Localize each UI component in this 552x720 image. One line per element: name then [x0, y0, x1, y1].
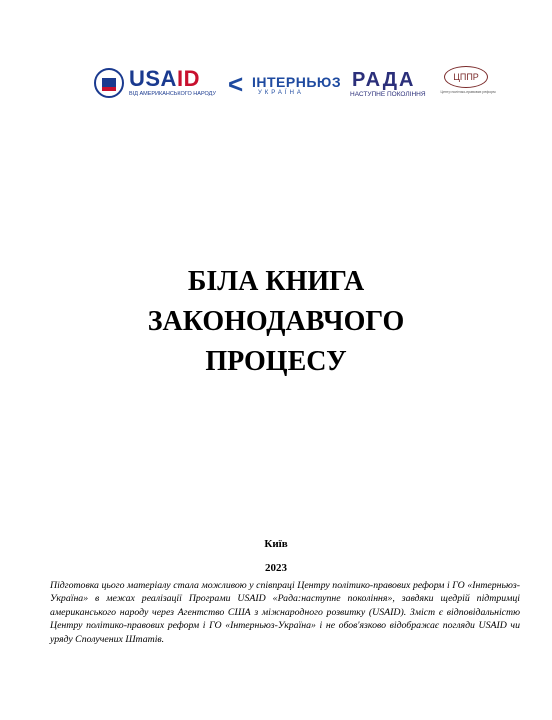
internews-wordmark: ІНТЕРНЬЮЗ [252, 74, 342, 90]
publication-city: Київ [264, 538, 288, 550]
document-title [0, 262, 552, 382]
cppr-wordmark: ЦППР [444, 66, 488, 88]
usaid-seal-icon [94, 68, 124, 98]
title-line-1: БІЛА КНИГА [187, 266, 365, 297]
usaid-tagline: ВІД АМЕРИКАНСЬКОГО НАРОДУ [129, 91, 216, 97]
cppr-tagline: Центр політико-правових реформ [440, 90, 496, 94]
internews-tagline: УКРАЇНА [258, 90, 304, 96]
rada-tagline: НАСТУПНЕ ПОКОЛІННЯ [350, 91, 426, 98]
usaid-logo [92, 64, 216, 108]
logo-bar [0, 64, 552, 108]
internews-logo [228, 64, 342, 108]
cppr-logo [438, 64, 502, 108]
disclaimer-text: Підготовка цього матеріалу стала можливою у співпраці Центру політико-правових реформ і ГО «Інтерньюз-Україна» в межах реалізації Програми USAID «Рада:наступне покоління», завдяки щедрій підтримці американського народу через Агентство США з міжнародного розвитку (USAID). Зміст є відповідальністю Центру політико-правових реформ і ГО «Інтерньюз-Україна» і не обов'язково відображає погляди USAID чи уряду Сполучених Штатів. [50, 580, 520, 645]
title-line-2: ЗАКОНОДАВЧОГО [147, 306, 405, 337]
rada-wordmark: РАДА [352, 69, 416, 91]
internews-chevron-icon: < [228, 69, 244, 99]
usaid-wordmark: USAID [129, 66, 200, 91]
rada-logo [348, 64, 428, 108]
title-line-3: ПРОЦЕСУ [205, 346, 347, 377]
publication-year: 2023 [265, 562, 287, 574]
